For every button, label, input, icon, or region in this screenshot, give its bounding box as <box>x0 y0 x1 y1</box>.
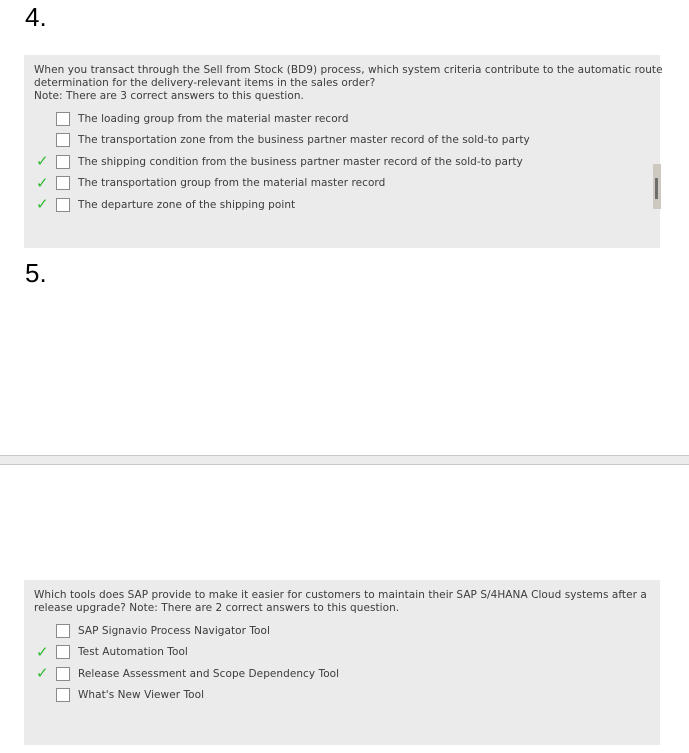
answer-option-label: The shipping condition from the business partner master record of the sold-to party <box>78 155 523 168</box>
page-break-divider <box>0 455 689 465</box>
answer-option-label: The departure zone of the shipping point <box>78 198 296 211</box>
correct-check-icon: ✓ <box>36 195 49 214</box>
answer-options-list <box>34 620 650 706</box>
answer-option-label: The transportation zone from the business partner master record of the sold-to party <box>78 134 530 147</box>
answer-option-row <box>34 620 650 642</box>
question-number: 5. <box>25 258 47 288</box>
answer-option-row <box>34 130 650 152</box>
answer-checkbox[interactable] <box>56 198 70 212</box>
answer-option-row <box>34 151 650 173</box>
answer-checkbox[interactable] <box>56 688 70 702</box>
answer-checkbox[interactable] <box>56 112 70 126</box>
answer-option-label: Release Assessment and Scope Dependency Tool <box>78 667 340 680</box>
answer-option-row <box>34 685 650 707</box>
answer-checkbox[interactable] <box>56 155 70 169</box>
correct-check-icon: ✓ <box>36 152 49 171</box>
question-text-line: When you transact through the Sell from Stock (BD9) process, which system criteria contribute to the automatic route <box>34 64 663 76</box>
answer-options-list <box>34 108 650 216</box>
question-text-line: release upgrade? Note: There are 2 correct answers to this question. <box>34 602 400 614</box>
answer-checkbox[interactable] <box>56 176 70 190</box>
answer-option-row <box>34 642 650 664</box>
answer-option-row <box>34 663 650 685</box>
correct-check-icon: ✓ <box>36 664 49 683</box>
question-card <box>24 580 660 745</box>
answer-checkbox[interactable] <box>56 645 70 659</box>
scrollbar-fragment[interactable] <box>653 164 661 209</box>
answer-option-label: Test Automation Tool <box>78 646 188 659</box>
answer-option-label: The loading group from the material master record <box>78 112 349 125</box>
answer-option-row <box>34 194 650 216</box>
answer-option-label: What's New Viewer Tool <box>78 689 205 702</box>
answer-option-label: SAP Signavio Process Navigator Tool <box>78 624 270 637</box>
question-note: Note: There are 3 correct answers to this question. <box>34 90 304 102</box>
question-card <box>24 55 663 248</box>
scrollbar-thumb[interactable] <box>655 178 658 199</box>
question-number: 4. <box>25 2 47 32</box>
answer-checkbox[interactable] <box>56 624 70 638</box>
question-text-line: determination for the delivery-relevant items in the sales order? <box>34 77 376 89</box>
answer-checkbox[interactable] <box>56 667 70 681</box>
question-text-line: Which tools does SAP provide to make it easier for customers to maintain their SAP S/4HANA Cloud systems after a <box>34 589 647 601</box>
correct-check-icon: ✓ <box>36 642 49 661</box>
answer-option-label: The transportation group from the material master record <box>78 177 386 190</box>
correct-check-icon: ✓ <box>36 173 49 192</box>
answer-checkbox[interactable] <box>56 133 70 147</box>
answer-option-row <box>34 108 650 130</box>
answer-option-row <box>34 173 650 195</box>
